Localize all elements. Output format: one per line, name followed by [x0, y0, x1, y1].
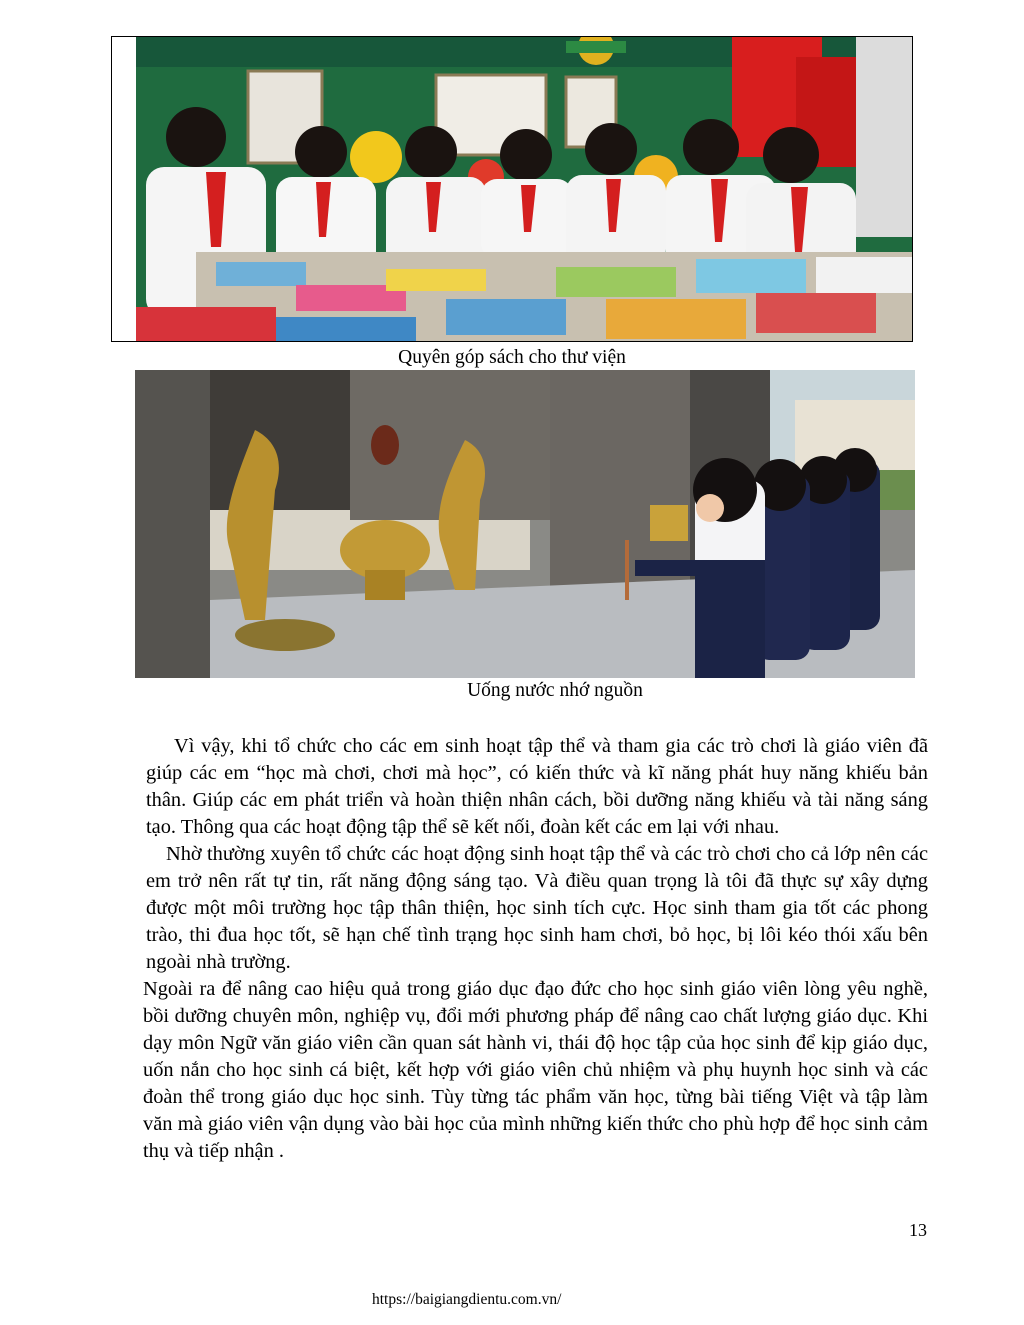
- photo-memorial-altar: [135, 370, 915, 678]
- body-text: [143, 733, 928, 1165]
- figure-caption-2: Uống nước nhớ nguồn: [467, 680, 643, 701]
- paragraph-1: Vì vậy, khi tổ chức cho các em sinh hoạt tập thể và tham gia các trò chơi là giáo viên đã giúp các em “học mà chơi, chơi mà học”, có kiến thức và kĩ năng phát huy năng khiếu bản thân. Giúp các em phát triển và hoàn thiện nhân cách, bồi dưỡng năng khiếu và tài năng sáng tạo. Thông qua các hoạt động tập thể sẽ kết nối, đoàn kết các em lại với nhau.: [146, 735, 928, 838]
- photo-book-donation: [111, 36, 913, 342]
- page-number: 13: [909, 1220, 927, 1240]
- paragraph-2: Nhờ thường xuyên tổ chức các hoạt động sinh hoạt tập thể và các trò chơi cho cả lớp nên các em trở nên rất tự tin, rất năng động sáng tạo. Và điều quan trọng là tôi đã thực sự xây dựng được một môi trường học tập thân thiện, học sinh tích cực. Học sinh tham gia tốt các phong trào, thi đua học tốt, sẽ hạn chế tình trạng học sinh ham chơi, bỏ học, bị lôi kéo thói xấu bên ngoài nhà trường.: [146, 843, 928, 973]
- footer-url[interactable]: https://baigiangdientu.com.vn/: [372, 1291, 562, 1308]
- figure-caption-1: Quyên góp sách cho thư viện: [398, 347, 626, 368]
- paragraph-3: Ngoài ra để nâng cao hiệu quả trong giáo dục đạo đức cho học sinh giáo viên lòng yêu nghề, bồi dưỡng chuyên môn, nghiệp vụ, đổi mới phương pháp để nâng cao chất lượng giáo dục. Khi dạy môn Ngữ văn giáo viên cần quan sát hành vi, thái độ học tập của học sinh để kịp giáo dục, uốn nắn cho học sinh cá biệt, kết hợp với giáo viên chủ nhiệm và phụ huynh học sinh và các đoàn thể trong giáo dục học sinh. Tùy từng tác phẩm văn học, từng bài tiếng Việt và tập làm văn mà giáo viên vận dụng vào bài học của mình những kiến thức cho phù hợp để học sinh cảm thụ và tiếp nhận .: [143, 978, 928, 1162]
